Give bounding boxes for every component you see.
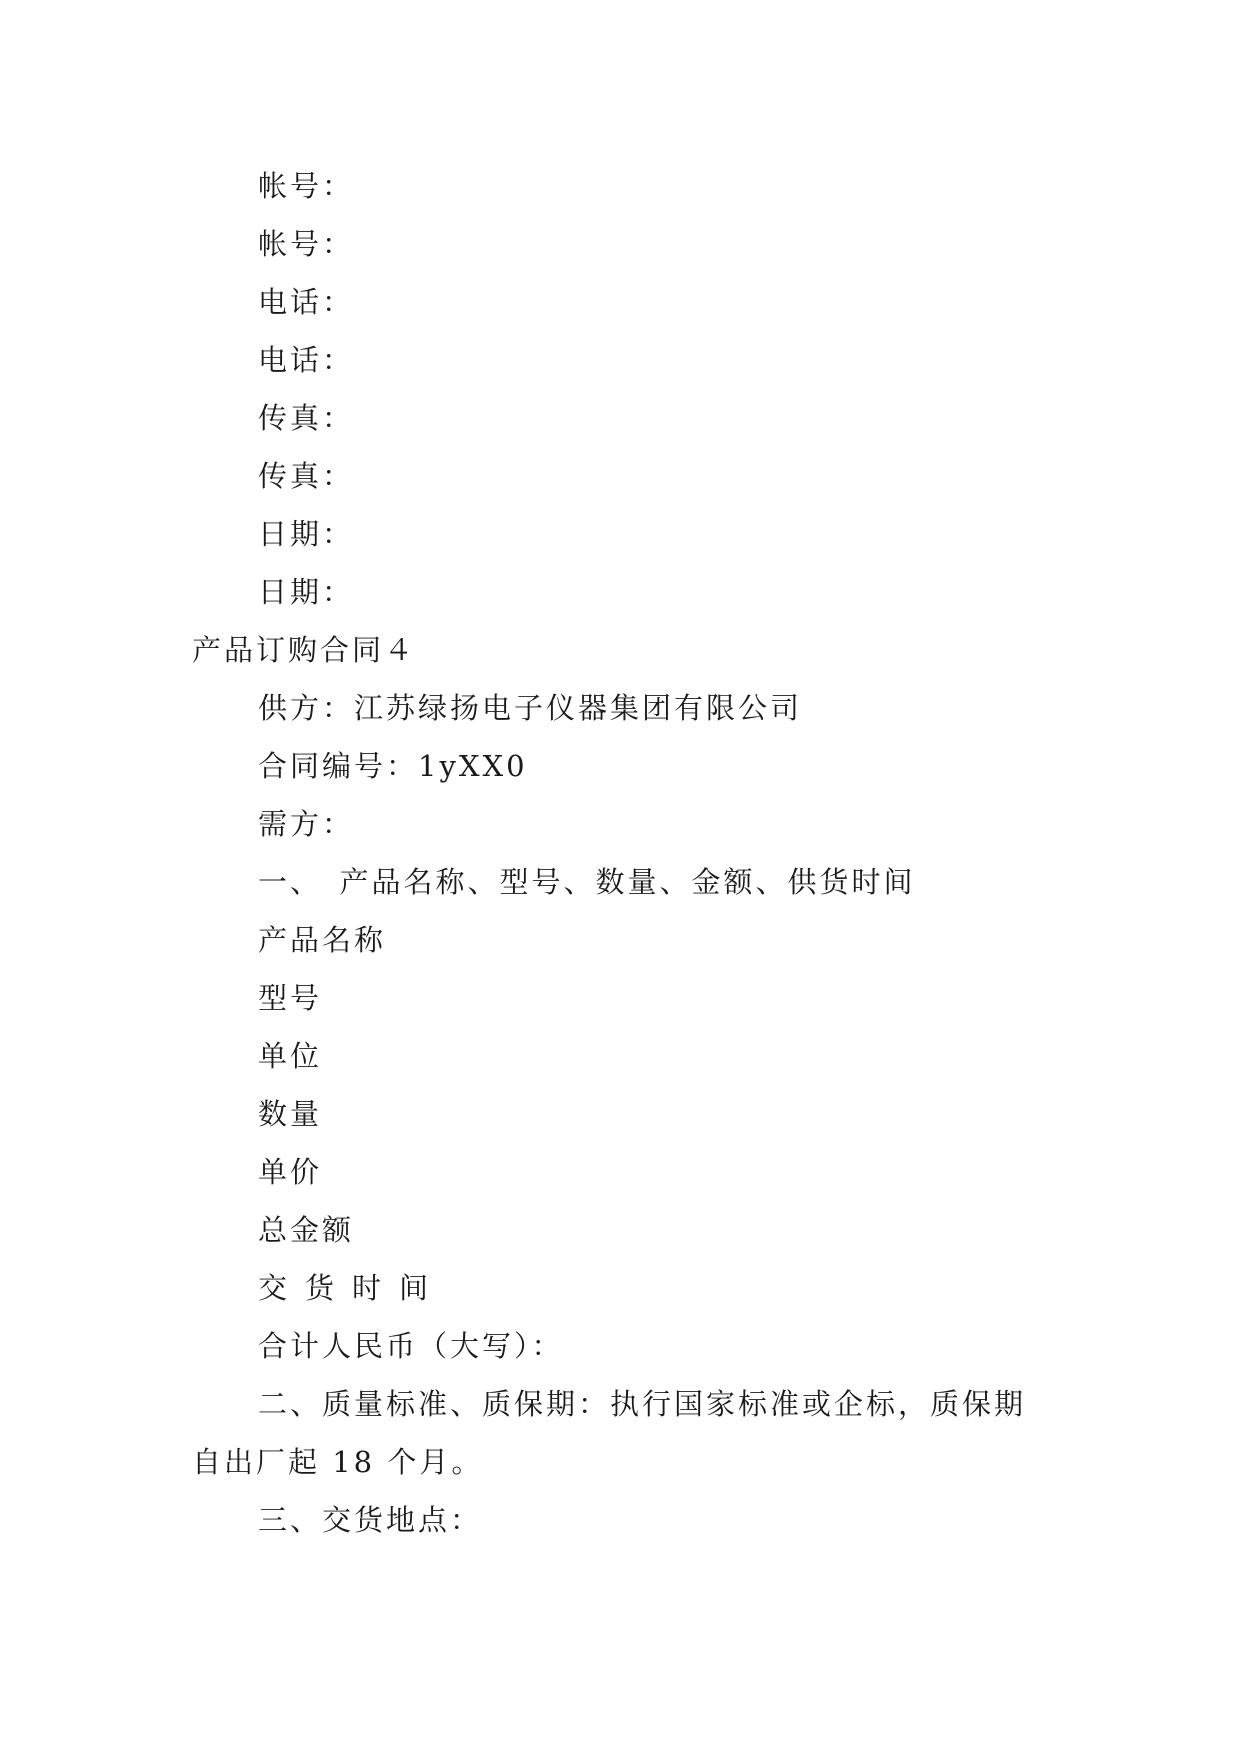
column-total-amount: 总金额 [258,1213,355,1247]
buyer-line: 需方： [258,807,355,841]
contract-number-line: 合同编号：1yXX0 [258,749,528,783]
section-3-title: 三、交货地点： [258,1503,483,1537]
column-model: 型号 [258,981,323,1015]
column-product-name: 产品名称 [258,923,387,957]
fax-label-2: 传真： [258,459,355,493]
column-unit-price: 单价 [258,1155,323,1189]
column-quantity: 数量 [258,1097,323,1131]
date-label-1: 日期： [258,517,355,551]
supplier-line: 供方：江苏绿扬电子仪器集团有限公司 [258,691,803,725]
column-delivery-time: 交货时间 [258,1271,447,1305]
date-label-2: 日期： [258,575,355,609]
section-2-line-1: 二、质量标准、质保期：执行国家标准或企标，质保期 [258,1387,1027,1421]
section-2-line-2: 自出厂起 18 个月。 [192,1445,484,1479]
column-unit: 单位 [258,1039,323,1073]
contract-heading: 产品订购合同４ [192,633,417,667]
section-1-title: 一、 产品名称、型号、数量、金额、供货时间 [258,865,916,899]
account-label-1: 帐号： [258,169,355,203]
fax-label-1: 传真： [258,401,355,435]
account-label-2: 帐号： [258,227,355,261]
phone-label-2: 电话： [258,343,355,377]
total-rmb-line: 合计人民币（大写）： [258,1329,564,1363]
phone-label-1: 电话： [258,285,355,319]
